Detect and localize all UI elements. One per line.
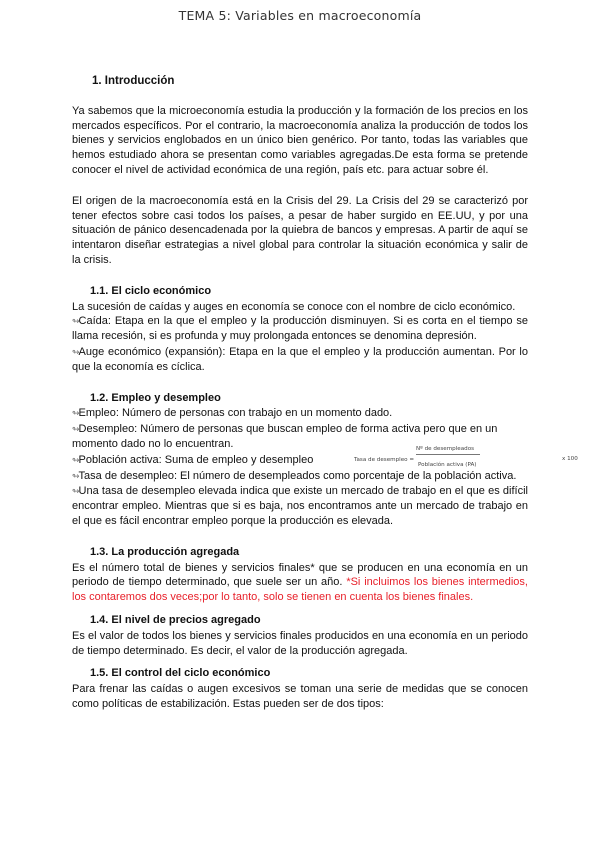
- paragraph-produccion: Es el número total de bienes y servicios finales* que se producen en una economía en un periodo de tiempo determinado, que suele ser un año. *Si incluimos los bienes intermedios, los contaremos dos veces;por lo tanto, solo se tienen en cuenta los bienes finales.: [72, 561, 528, 604]
- section-heading-introduccion: 1. Introducción: [92, 75, 175, 87]
- paragraph-control: Para frenar las caídas o augen excesivos se toman una serie de medidas que se conocen como políticas de estabilización. Estas pueden ser de dos tipos:: [72, 683, 528, 710]
- list-item: ↬Empleo: Número de personas con trabajo en un momento dado.: [72, 407, 393, 420]
- arrow-bullet-icon: ↬: [72, 316, 79, 327]
- unemployment-rate-formula: [354, 446, 590, 476]
- paragraph-precios: Es el valor de todos los bienes y servicios finales producidos en una economía en un periodo de tiempo determinado. Es decir, el valor de la producción agregada.: [72, 629, 528, 657]
- arrow-bullet-icon: ↬: [72, 408, 79, 419]
- formula-lhs: Tasa de desempleo =: [354, 457, 415, 463]
- list-item: ↬Caída: Etapa en la que el empleo y la producción disminuyen. Si es corta en el tiempo se llama recesión, si es profunda y muy prolongada entonces se denomina depresión.: [72, 315, 528, 343]
- paragraph-ciclo-intro: La sucesión de caídas y auges en economía se conoce con el nombre de ciclo económico.: [72, 300, 516, 313]
- document-body: [72, 68, 528, 712]
- formula-multiplier: x 100: [562, 456, 578, 462]
- list-item: ↬Auge económico (expansión): Etapa en la que el empleo y la producción aumentan. Por lo que la economía es cíclica.: [72, 345, 528, 373]
- footnote-red: *Si incluimos los bienes intermedios, los contaremos dos veces;por lo tanto, solo se tienen en cuenta los bienes finales.: [72, 576, 528, 604]
- arrow-bullet-icon: ↬: [72, 486, 79, 497]
- formula-fraction-bar: [416, 454, 480, 455]
- formula-denominator: Población activa (PA): [418, 462, 477, 468]
- list-item: ↬Una tasa de desempleo elevada indica que existe un mercado de trabajo en el que es difícil encontrar empleo. Mientras que si es baja, nos encontramos ante un mercado de trabajo en el que es fácil encontrar empleo porque la producción es elevada.: [72, 485, 528, 527]
- list-item: ↬Población activa: Suma de empleo y desempleo: [72, 453, 314, 466]
- subsection-heading-precios: 1.4. El nivel de precios agregado: [90, 613, 261, 626]
- subsection-heading-ciclo: 1.1. El ciclo económico: [90, 284, 212, 297]
- paragraph-intro-2: El origen de la macroeconomía está en la Crisis del 29. La Crisis del 29 se caracterizó por tener efectos sobre casi todos los países, a pesar de haber surgido en EE.UU, y por una situación de pánico desencadenada por la quiebra de bancos y empresas. A partir de aquí se intentaron diseñar estrategias a nivel global para controlar la situación económica y salir de la crisis.: [72, 194, 528, 266]
- arrow-bullet-icon: ↬: [72, 346, 79, 357]
- list-item: ↬Desempleo: Número de personas que buscan empleo de forma activa pero que en un momento dado no lo encuentran.: [72, 423, 498, 450]
- page-header: TEMA 5: Variables en macroeconomía: [178, 8, 422, 23]
- arrow-bullet-icon: ↬: [72, 424, 79, 435]
- paragraph-intro-1: Ya sabemos que la microeconomía estudia la producción y la formación de los precios en los mercados específicos. Por el contrario, la macroeconomía analiza la producción de todos los bienes y servicios englobados en un único bien genérico. Por tanto, todas las variables que hemos estudiado ahora se presentan como variables agregadas.De esta forma se pretende conocer el nivel de actividad económica de una región, país etc. para actuar sobre él.: [72, 104, 528, 176]
- subsection-heading-empleo: 1.2. Empleo y desempleo: [90, 391, 221, 404]
- arrow-bullet-icon: ↬: [72, 470, 79, 481]
- subsection-heading-produccion: 1.3. La producción agregada: [90, 545, 240, 558]
- formula-numerator: Nº de desempleados: [416, 446, 475, 452]
- arrow-bullet-icon: ↬: [72, 454, 79, 465]
- list-item: ↬Tasa de desempleo: El número de desempleados como porcentaje de la población activa.: [72, 469, 517, 482]
- subsection-heading-control: 1.5. El control del ciclo económico: [90, 667, 271, 680]
